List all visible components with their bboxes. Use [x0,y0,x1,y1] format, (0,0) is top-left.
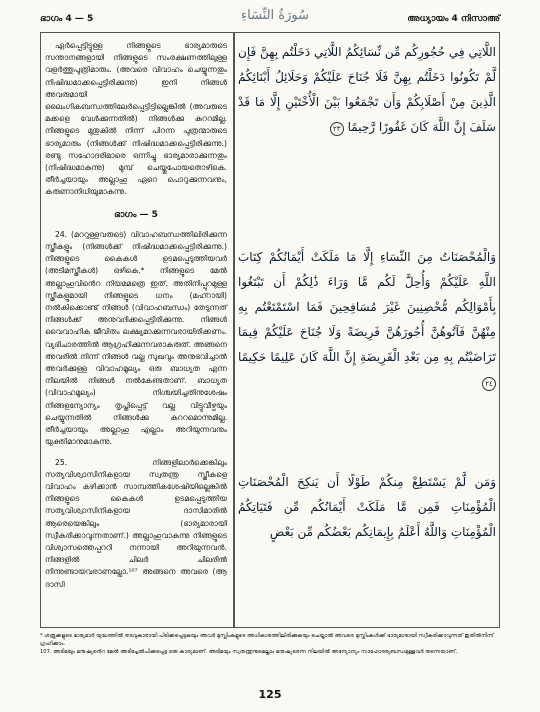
arabic-verse-block-1 [238,40,496,140]
column-divider [233,32,235,628]
footnote-107: 107. അടിമയും മനുഷ്യൻെറ മേൽ അടിച്ചേൽപിക്കപ്പെട്ട ഒരു കാര്യമാണ്. അടിമയും സ്വതന്ത്രനുമെല്ലാം മനുഷ്യരെന്ന നിലയിൽ അന്യോന്യം സാഹോദര്യബന്ധമുള്ളവർ തന്നെയാണ്. [40,649,458,655]
translation-paragraph-25: 25. നിങ്ങളിലാർക്കെങ്കിലും സത്യവിശ്വാസിനികളായ സ്വതന്ത്ര സ്ത്രീകളെ വിവാഹം കഴിക്കാൻ സാമ്പത്തികശേഷിയില്ലെങ്കിൽ നിങ്ങളുടെ കൈകൾ ഉടമപ്പെടുത്തിയ സത്യവിശ്വാസിനികളായ ദാസിമാരിൽ ആരെയെങ്കിലും (ഭാര്യമാരായി സ്വീകരിക്കാവുന്നതാണ്.) അല്ലാഹുവാകുന്നു നിങ്ങളുടെ വിശ്വാസത്തെപ്പററി നന്നായി അറിയുന്നവൻ. നിങ്ങളിൽ ചിലർ ചിലരിൽ നിന്നുണ്ടായവരാണല്ലോ.¹⁰⁷ അങ്ങനെ അവരെ (ആ ദാസി [45,457,227,589]
header-surah-title: سُورَةُ النِّسَاءِ [241,8,309,23]
footnotes [40,632,500,656]
page-number: 125 [258,688,282,701]
translation-paragraph-1: ഏർപ്പെട്ടിട്ടുള്ള നിങ്ങളുടെ ഭാര്യമാരുടെ സന്താനങ്ങളായി നിങ്ങളുടെ സംരക്ഷണത്തിലുള്ള വളർത്തുപുത്രിമാരും. (അവരെ വിവാഹം ചെയ്യുന്നതും നിഷിദ്ധമാക്കപ്പെട്ടിരിക്കുന്നു) ഇനി നിങ്ങൾ അവരുമായി ലൈംഗികബന്ധത്തിലേർപ്പെട്ടിട്ടില്ലെങ്കിൽ (അവരുടെ മക്കളെ വേൾക്കുന്നതിൽ) നിങ്ങൾക്കു കുററമില്ല. നിങ്ങളുടെ മുതുകിൽ നിന്ന് പിറന്ന പുത്രന്മാരുടെ ഭാര്യമാരും (നിങ്ങൾക്ക് നിഷിദ്ധമാക്കപ്പെട്ടിരിക്കുന്നു.) രണ്ടു സഹോദരിമാരെ ഒന്നിച്ചു ഭാര്യമാരാക്കുന്നതും (നിഷിദ്ധമാകുന്നു) മുമ്പ് ചെയ്തുപോയതൊഴികെ. തീർച്ചയായും അല്ലാഹു ഏറെ പൊറുക്കുന്നവനും, കരുണാനിധിയുമാകുന്നു. [45,41,227,197]
section-title: ഭാഗം — 5 [114,209,158,220]
arabic-verse-block-3 [238,470,496,545]
malayalam-column [45,40,227,591]
header-part-label: ഭാഗം 4 — 5 [40,14,94,24]
arabic-text-3: وَمَن لَّمْ يَسْتَطِعْ مِنكُمْ طَوْلًا أَن يَنكِحَ الْمُحْصَنَاتِ الْمُؤْمِنَاتِ فَمِن مَّا مَلَكَتْ أَيْمَانُكُم مِّن فَتَيَاتِكُمُ الْمُؤْمِنَاتِ وَاللَّهُ أَعْلَمُ بِإِيمَانِكُم بَعْضُكُم مِّن بَعْضٍ [238,475,496,539]
header-chapter-label: അധ്യായം 4 നിസാഅ് [407,14,500,24]
verse-number-marker: ٢٤ [482,377,496,391]
verse-number-marker: ٢٣ [330,122,344,136]
footnote-star: * ശത്രുക്കളുടെ ഭാര്യമാർ യുദ്ധത്തിൽ തടവുകാരായി പിടിക്കപ്പെടുകയും അവർ മുസ്ലിംകളുടെ അധികാരത്തിലിരിക്കുകയും ചെയ്താൽ അവരെ മുസ്ലിംകൾക്ക് ഭാര്യമാരായി സ്വീകരിക്കാവുന്നത് ഇതിൽനിന്ന് ഗ്രഹിക്കാം. [40,633,494,647]
arabic-text-1: اللَّاتِي فِي حُجُورِكُم مِّن نِّسَائِكُمُ اللَّاتِي دَخَلْتُم بِهِنَّ فَإِن لَّمْ تَكُونُوا دَخَلْتُم بِهِنَّ فَلَا جُنَاحَ عَلَيْكُمْ وَحَلَائِلُ أَبْنَائِكُمُ الَّذِينَ مِنْ أَصْلَابِكُمْ وَأَن تَجْمَعُوا بَيْنَ الْأُخْتَيْنِ إِلَّا مَا قَدْ سَلَفَ إِنَّ اللَّهَ كَانَ غَفُورًا رَّحِيمًا [238,45,496,134]
arabic-text-2: وَالْمُحْصَنَاتُ مِنَ النِّسَاءِ إِلَّا مَا مَلَكَتْ أَيْمَانُكُمْ كِتَابَ اللَّهِ عَلَيْكُمْ وَأُحِلَّ لَكُم مَّا وَرَاءَ ذَٰلِكُمْ أَن تَبْتَغُوا بِأَمْوَالِكُم مُّحْصِنِينَ غَيْرَ مُسَافِحِينَ فَمَا اسْتَمْتَعْتُم بِهِ مِنْهُنَّ فَآتُوهُنَّ أُجُورَهُنَّ فَرِيضَةً وَلَا جُنَاحَ عَلَيْكُمْ فِيمَا تَرَاضَيْتُم بِهِ مِن بَعْدِ الْفَرِيضَةِ إِنَّ اللَّهَ كَانَ عَلِيمًا حَكِيمًا [238,250,496,364]
translation-paragraph-24: 24. (മററുള്ളവരുടെ) വിവാഹബന്ധത്തിലിരിക്കുന്ന സ്ത്രീകളും (നിങ്ങൾക്ക് നിഷിദ്ധമാക്കപ്പെട്ടിരിക്കുന്നു.) നിങ്ങളുടെ കൈകൾ ഉടമപ്പെടുത്തിയവർ (അടിമസ്ത്രീകൾ) ഒഴികെ.* നിങ്ങളുടെ മേൽ അല്ലാഹുവിൻെറ നിയമമത്രെ ഇത്. അതിനിപ്പുറമുള്ള സ്ത്രീകളുമായി നിങ്ങളുടെ ധനം (മഹ്റായി) നൽകിക്കൊണ്ട് നിങ്ങൾ (വിവാഹബന്ധം) തേടുന്നത് നിങ്ങൾക്ക് അനുവദിക്കപ്പെട്ടിരിക്കുന്നു. നിങ്ങൾ വൈവാഹിക ജീവിതം ലക്ഷ്യമാക്കുന്നവരായിരിക്കണം. വ്യഭിചാരത്തിൽ ആഗ്രഹിക്കുന്നവരാകരുത്. അങ്ങനെ അവരിൽ നിന്ന് നിങ്ങൾ വല്ല സുഖവും അനുഭവിച്ചാൽ അവർക്കുള്ള വിവാഹമൂല്യം ഒരു ബാധ്യത എന്ന നിലയിൽ നിങ്ങൾ നൽകേണ്ടതാണ്. ബാധ്യത (വിവാഹമൂല്യം) നിശ്ചയിച്ചതിനുശേഷം നിങ്ങളന്യോന്യം തൃപ്തിപ്പെട്ട് വല്ല വിട്ടുവീഴ്ചയും ചെയ്യുന്നതിൽ നിങ്ങൾക്കു കുററമൊന്നുമില്ല. തീർച്ചയായും അല്ലാഹു എല്ലാം അറിയുന്നവനും യുക്തിമാനുമാകുന്നു. [45,229,227,447]
arabic-verse-block-2 [238,245,496,395]
